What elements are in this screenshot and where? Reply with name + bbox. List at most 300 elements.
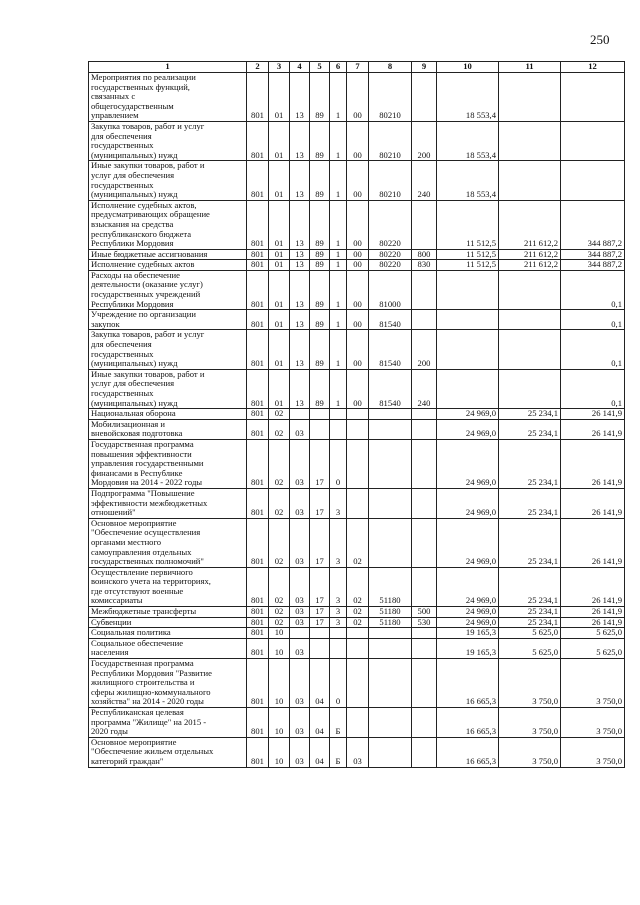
column-header: 11	[499, 62, 561, 73]
gov-code-cell: 801	[247, 200, 269, 249]
table-row	[89, 488, 625, 518]
subsection-cell: 03	[290, 419, 310, 439]
gov-code-cell: 801	[247, 518, 269, 567]
column-header: 6	[330, 62, 347, 73]
row-name-cell: Учреждение по организации закупок	[89, 310, 247, 330]
gov-code-cell: 801	[247, 270, 269, 309]
amount-col11-cell	[499, 73, 561, 122]
amount-col11-cell: 25 234,1	[499, 607, 561, 618]
event-cell: 00	[347, 310, 369, 330]
amount-col11-cell	[499, 161, 561, 200]
direction-cell: 81000	[369, 270, 412, 309]
subsection-cell: 03	[290, 659, 310, 708]
subprogram-cell: 3	[330, 567, 347, 606]
subsection-cell	[290, 409, 310, 420]
direction-cell	[369, 518, 412, 567]
gov-code-cell: 801	[247, 419, 269, 439]
amount-col11-cell: 25 234,1	[499, 617, 561, 628]
program-cell: 89	[310, 249, 330, 260]
direction-cell: 80210	[369, 161, 412, 200]
amount-col11-cell: 25 234,1	[499, 409, 561, 420]
amount-col11-cell: 25 234,1	[499, 567, 561, 606]
subsection-cell: 13	[290, 161, 310, 200]
amount-col10-cell: 18 553,4	[437, 161, 499, 200]
gov-code-cell: 801	[247, 567, 269, 606]
amount-col11-cell: 5 625,0	[499, 638, 561, 658]
gov-code-cell: 801	[247, 310, 269, 330]
subprogram-cell: 1	[330, 200, 347, 249]
section-cell: 01	[269, 249, 290, 260]
event-cell: 00	[347, 121, 369, 160]
section-cell: 02	[269, 488, 290, 518]
amount-col12-cell: 26 141,9	[561, 488, 625, 518]
amount-col12-cell: 26 141,9	[561, 409, 625, 420]
row-name-cell: Подпрограмма "Повышение эффективности межбюджетных отношений"	[89, 488, 247, 518]
amount-col10-cell: 24 969,0	[437, 617, 499, 628]
direction-cell: 51180	[369, 607, 412, 618]
event-cell	[347, 439, 369, 488]
row-name-cell: Субвенции	[89, 617, 247, 628]
amount-col12-cell: 3 750,0	[561, 659, 625, 708]
table-row	[89, 200, 625, 249]
section-cell: 02	[269, 518, 290, 567]
expense-type-cell	[412, 638, 437, 658]
event-cell: 03	[347, 737, 369, 767]
section-cell: 10	[269, 659, 290, 708]
table-row	[89, 270, 625, 309]
gov-code-cell: 801	[247, 249, 269, 260]
subsection-cell: 13	[290, 121, 310, 160]
expense-type-cell: 530	[412, 617, 437, 628]
amount-col10-cell	[437, 330, 499, 369]
event-cell	[347, 488, 369, 518]
amount-col10-cell: 24 969,0	[437, 518, 499, 567]
program-cell: 17	[310, 439, 330, 488]
row-name-cell: Основное мероприятие "Обеспечение осуществления органами местного самоуправления отдельных государственных полномочий"	[89, 518, 247, 567]
amount-col11-cell	[499, 369, 561, 408]
amount-col10-cell: 16 665,3	[437, 708, 499, 738]
event-cell: 02	[347, 567, 369, 606]
program-cell: 17	[310, 617, 330, 628]
subsection-cell: 03	[290, 439, 310, 488]
amount-col12-cell: 344 887,2	[561, 260, 625, 271]
gov-code-cell: 801	[247, 607, 269, 618]
subprogram-cell: 1	[330, 249, 347, 260]
expense-type-cell: 200	[412, 121, 437, 160]
program-cell: 04	[310, 737, 330, 767]
program-cell: 17	[310, 567, 330, 606]
amount-col12-cell: 5 625,0	[561, 628, 625, 639]
header-row	[89, 62, 625, 73]
table-row	[89, 737, 625, 767]
subsection-cell: 03	[290, 607, 310, 618]
program-cell: 89	[310, 369, 330, 408]
amount-col10-cell: 24 969,0	[437, 567, 499, 606]
section-cell: 01	[269, 260, 290, 271]
table-row	[89, 659, 625, 708]
row-name-cell: Расходы на обеспечение деятельности (оказание услуг) государственных учреждений Республики Мордовия	[89, 270, 247, 309]
amount-col12-cell: 3 750,0	[561, 708, 625, 738]
amount-col12-cell: 0,1	[561, 330, 625, 369]
subprogram-cell: Б	[330, 708, 347, 738]
subprogram-cell	[330, 409, 347, 420]
direction-cell: 81540	[369, 330, 412, 369]
amount-col10-cell: 19 165,3	[437, 638, 499, 658]
subsection-cell: 03	[290, 617, 310, 628]
gov-code-cell: 801	[247, 439, 269, 488]
program-cell: 17	[310, 518, 330, 567]
column-header: 9	[412, 62, 437, 73]
column-header: 4	[290, 62, 310, 73]
direction-cell	[369, 439, 412, 488]
table-row	[89, 121, 625, 160]
subprogram-cell: 1	[330, 369, 347, 408]
amount-col10-cell: 16 665,3	[437, 737, 499, 767]
amount-col10-cell: 11 512,5	[437, 249, 499, 260]
amount-col11-cell: 25 234,1	[499, 488, 561, 518]
section-cell: 01	[269, 330, 290, 369]
subprogram-cell: 0	[330, 439, 347, 488]
event-cell	[347, 659, 369, 708]
expense-type-cell: 500	[412, 607, 437, 618]
subsection-cell: 13	[290, 260, 310, 271]
expense-type-cell: 240	[412, 161, 437, 200]
program-cell: 17	[310, 607, 330, 618]
direction-cell	[369, 708, 412, 738]
column-header: 2	[247, 62, 269, 73]
section-cell: 10	[269, 628, 290, 639]
amount-col12-cell: 3 750,0	[561, 737, 625, 767]
amount-col11-cell	[499, 270, 561, 309]
expense-type-cell	[412, 200, 437, 249]
row-name-cell: Мероприятия по реализации государственных функций, связанных с общегосударственным управлением	[89, 73, 247, 122]
section-cell: 01	[269, 161, 290, 200]
budget-table	[88, 61, 625, 768]
table-row	[89, 260, 625, 271]
program-cell: 17	[310, 488, 330, 518]
gov-code-cell: 801	[247, 638, 269, 658]
expense-type-cell: 830	[412, 260, 437, 271]
amount-col10-cell: 24 969,0	[437, 419, 499, 439]
event-cell: 02	[347, 617, 369, 628]
event-cell: 00	[347, 260, 369, 271]
amount-col12-cell: 0,1	[561, 369, 625, 408]
table-row	[89, 628, 625, 639]
direction-cell	[369, 419, 412, 439]
subprogram-cell: 3	[330, 617, 347, 628]
row-name-cell: Республиканская целевая программа "Жилище" на 2015 - 2020 годы	[89, 708, 247, 738]
event-cell	[347, 628, 369, 639]
row-name-cell: Социальная политика	[89, 628, 247, 639]
section-cell: 10	[269, 708, 290, 738]
subsection-cell: 13	[290, 270, 310, 309]
expense-type-cell	[412, 737, 437, 767]
direction-cell: 81540	[369, 310, 412, 330]
row-name-cell: Государственная программа Республики Мордовия "Развитие жилищного строительства и сферы жилищно-коммунального хозяйства" на 2014 - 2020 годы	[89, 659, 247, 708]
amount-col11-cell: 3 750,0	[499, 659, 561, 708]
amount-col11-cell: 211 612,2	[499, 200, 561, 249]
program-cell: 04	[310, 659, 330, 708]
subsection-cell	[290, 628, 310, 639]
section-cell: 02	[269, 419, 290, 439]
expense-type-cell	[412, 567, 437, 606]
section-cell: 10	[269, 638, 290, 658]
subprogram-cell: 1	[330, 270, 347, 309]
expense-type-cell	[412, 409, 437, 420]
subsection-cell: 03	[290, 488, 310, 518]
amount-col10-cell: 19 165,3	[437, 628, 499, 639]
amount-col11-cell: 3 750,0	[499, 737, 561, 767]
event-cell	[347, 409, 369, 420]
column-header: 1	[89, 62, 247, 73]
expense-type-cell: 800	[412, 249, 437, 260]
table-row	[89, 567, 625, 606]
direction-cell: 80220	[369, 249, 412, 260]
program-cell: 89	[310, 330, 330, 369]
event-cell: 00	[347, 249, 369, 260]
direction-cell	[369, 628, 412, 639]
table-row	[89, 310, 625, 330]
subprogram-cell: 3	[330, 607, 347, 618]
amount-col10-cell	[437, 310, 499, 330]
program-cell: 89	[310, 161, 330, 200]
subsection-cell: 13	[290, 200, 310, 249]
event-cell: 02	[347, 518, 369, 567]
expense-type-cell	[412, 628, 437, 639]
amount-col10-cell: 18 553,4	[437, 73, 499, 122]
amount-col12-cell: 26 141,9	[561, 518, 625, 567]
column-header: 7	[347, 62, 369, 73]
amount-col10-cell: 11 512,5	[437, 260, 499, 271]
table-row	[89, 409, 625, 420]
event-cell: 00	[347, 330, 369, 369]
subsection-cell: 03	[290, 518, 310, 567]
direction-cell	[369, 737, 412, 767]
gov-code-cell: 801	[247, 488, 269, 518]
gov-code-cell: 801	[247, 369, 269, 408]
expense-type-cell	[412, 518, 437, 567]
amount-col10-cell: 18 553,4	[437, 121, 499, 160]
subprogram-cell	[330, 638, 347, 658]
section-cell: 01	[269, 121, 290, 160]
section-cell: 01	[269, 270, 290, 309]
subsection-cell: 03	[290, 567, 310, 606]
expense-type-cell	[412, 488, 437, 518]
program-cell	[310, 419, 330, 439]
amount-col12-cell: 0,1	[561, 270, 625, 309]
event-cell: 00	[347, 200, 369, 249]
program-cell: 89	[310, 121, 330, 160]
program-cell: 89	[310, 270, 330, 309]
amount-col10-cell	[437, 270, 499, 309]
row-name-cell: Государственная программа повышения эффективности управления государственными финансами в Республике Мордовия на 2014 - 2022 годы	[89, 439, 247, 488]
amount-col12-cell: 26 141,9	[561, 419, 625, 439]
gov-code-cell: 801	[247, 708, 269, 738]
amount-col10-cell: 16 665,3	[437, 659, 499, 708]
subsection-cell: 03	[290, 708, 310, 738]
subsection-cell: 13	[290, 249, 310, 260]
subprogram-cell: 1	[330, 330, 347, 369]
expense-type-cell	[412, 310, 437, 330]
program-cell: 89	[310, 310, 330, 330]
table-row	[89, 607, 625, 618]
subprogram-cell: 1	[330, 73, 347, 122]
section-cell: 01	[269, 73, 290, 122]
amount-col12-cell	[561, 73, 625, 122]
amount-col12-cell: 344 887,2	[561, 200, 625, 249]
amount-col10-cell: 24 969,0	[437, 439, 499, 488]
event-cell: 00	[347, 369, 369, 408]
row-name-cell: Иные закупки товаров, работ и услуг для обеспечения государственных (муниципальных) нужд	[89, 161, 247, 200]
table-row	[89, 249, 625, 260]
event-cell: 02	[347, 607, 369, 618]
subsection-cell: 03	[290, 638, 310, 658]
subprogram-cell: 3	[330, 518, 347, 567]
subprogram-cell: 0	[330, 659, 347, 708]
row-name-cell: Мобилизационная и вневойсковая подготовка	[89, 419, 247, 439]
expense-type-cell	[412, 708, 437, 738]
event-cell: 00	[347, 161, 369, 200]
subprogram-cell: 1	[330, 310, 347, 330]
gov-code-cell: 801	[247, 659, 269, 708]
table-row	[89, 708, 625, 738]
event-cell: 00	[347, 270, 369, 309]
gov-code-cell: 801	[247, 628, 269, 639]
row-name-cell: Основное мероприятие "Обеспечение жильем отдельных категорий граждан"	[89, 737, 247, 767]
section-cell: 02	[269, 567, 290, 606]
subprogram-cell: 3	[330, 488, 347, 518]
row-name-cell: Закупка товаров, работ и услуг для обеспечения государственных (муниципальных) нужд	[89, 330, 247, 369]
column-header: 3	[269, 62, 290, 73]
program-cell	[310, 638, 330, 658]
subprogram-cell	[330, 628, 347, 639]
table-row	[89, 638, 625, 658]
amount-col12-cell: 0,1	[561, 310, 625, 330]
row-name-cell: Осуществление первичного воинского учета на территориях, где отсутствуют военные комиссариаты	[89, 567, 247, 606]
amount-col11-cell: 25 234,1	[499, 419, 561, 439]
amount-col12-cell	[561, 121, 625, 160]
amount-col12-cell: 26 141,9	[561, 439, 625, 488]
row-name-cell: Социальное обеспечение населения	[89, 638, 247, 658]
gov-code-cell: 801	[247, 617, 269, 628]
gov-code-cell: 801	[247, 409, 269, 420]
direction-cell	[369, 488, 412, 518]
subsection-cell: 03	[290, 737, 310, 767]
section-cell: 02	[269, 439, 290, 488]
row-name-cell: Национальная оборона	[89, 409, 247, 420]
expense-type-cell	[412, 439, 437, 488]
program-cell	[310, 628, 330, 639]
subprogram-cell: Б	[330, 737, 347, 767]
gov-code-cell: 801	[247, 161, 269, 200]
expense-type-cell: 200	[412, 330, 437, 369]
amount-col10-cell	[437, 369, 499, 408]
page-number: 250	[590, 32, 610, 47]
subprogram-cell	[330, 419, 347, 439]
program-cell: 89	[310, 73, 330, 122]
direction-cell	[369, 409, 412, 420]
subsection-cell: 13	[290, 310, 310, 330]
amount-col12-cell: 5 625,0	[561, 638, 625, 658]
amount-col12-cell: 26 141,9	[561, 567, 625, 606]
amount-col11-cell	[499, 121, 561, 160]
table-row	[89, 369, 625, 408]
gov-code-cell: 801	[247, 737, 269, 767]
direction-cell	[369, 638, 412, 658]
direction-cell: 81540	[369, 369, 412, 408]
table-row	[89, 161, 625, 200]
direction-cell: 80220	[369, 260, 412, 271]
gov-code-cell: 801	[247, 260, 269, 271]
row-name-cell: Исполнение судебных актов	[89, 260, 247, 271]
section-cell: 01	[269, 310, 290, 330]
subsection-cell: 13	[290, 369, 310, 408]
program-cell	[310, 409, 330, 420]
subsection-cell: 13	[290, 330, 310, 369]
section-cell: 01	[269, 200, 290, 249]
expense-type-cell	[412, 73, 437, 122]
subprogram-cell: 1	[330, 260, 347, 271]
gov-code-cell: 801	[247, 73, 269, 122]
event-cell	[347, 419, 369, 439]
amount-col10-cell: 11 512,5	[437, 200, 499, 249]
direction-cell	[369, 659, 412, 708]
amount-col10-cell: 24 969,0	[437, 607, 499, 618]
row-name-cell: Иные закупки товаров, работ и услуг для обеспечения государственных (муниципальных) нужд	[89, 369, 247, 408]
amount-col11-cell: 3 750,0	[499, 708, 561, 738]
direction-cell: 51180	[369, 567, 412, 606]
program-cell: 04	[310, 708, 330, 738]
section-cell: 02	[269, 617, 290, 628]
row-name-cell: Закупка товаров, работ и услуг для обеспечения государственных (муниципальных) нужд	[89, 121, 247, 160]
amount-col12-cell: 26 141,9	[561, 617, 625, 628]
expense-type-cell: 240	[412, 369, 437, 408]
event-cell	[347, 638, 369, 658]
amount-col11-cell	[499, 330, 561, 369]
section-cell: 02	[269, 607, 290, 618]
column-header: 12	[561, 62, 625, 73]
event-cell: 00	[347, 73, 369, 122]
row-name-cell: Иные бюджетные ассигнования	[89, 249, 247, 260]
column-header: 8	[369, 62, 412, 73]
program-cell: 89	[310, 200, 330, 249]
subsection-cell: 13	[290, 73, 310, 122]
program-cell: 89	[310, 260, 330, 271]
amount-col11-cell: 211 612,2	[499, 260, 561, 271]
direction-cell: 51180	[369, 617, 412, 628]
table-row	[89, 419, 625, 439]
amount-col10-cell: 24 969,0	[437, 409, 499, 420]
row-name-cell: Исполнение судебных актов, предусматривающих обращение взыскания на средства республиканского бюджета Республики Мордовия	[89, 200, 247, 249]
amount-col11-cell: 211 612,2	[499, 249, 561, 260]
subprogram-cell: 1	[330, 121, 347, 160]
amount-col12-cell	[561, 161, 625, 200]
table-body	[89, 73, 625, 768]
table-row	[89, 518, 625, 567]
column-header: 5	[310, 62, 330, 73]
amount-col11-cell: 5 625,0	[499, 628, 561, 639]
subprogram-cell: 1	[330, 161, 347, 200]
direction-cell: 80210	[369, 121, 412, 160]
expense-type-cell	[412, 419, 437, 439]
expense-type-cell	[412, 659, 437, 708]
section-cell: 01	[269, 369, 290, 408]
gov-code-cell: 801	[247, 121, 269, 160]
amount-col11-cell: 25 234,1	[499, 518, 561, 567]
amount-col12-cell: 344 887,2	[561, 249, 625, 260]
amount-col12-cell: 26 141,9	[561, 607, 625, 618]
section-cell: 02	[269, 409, 290, 420]
